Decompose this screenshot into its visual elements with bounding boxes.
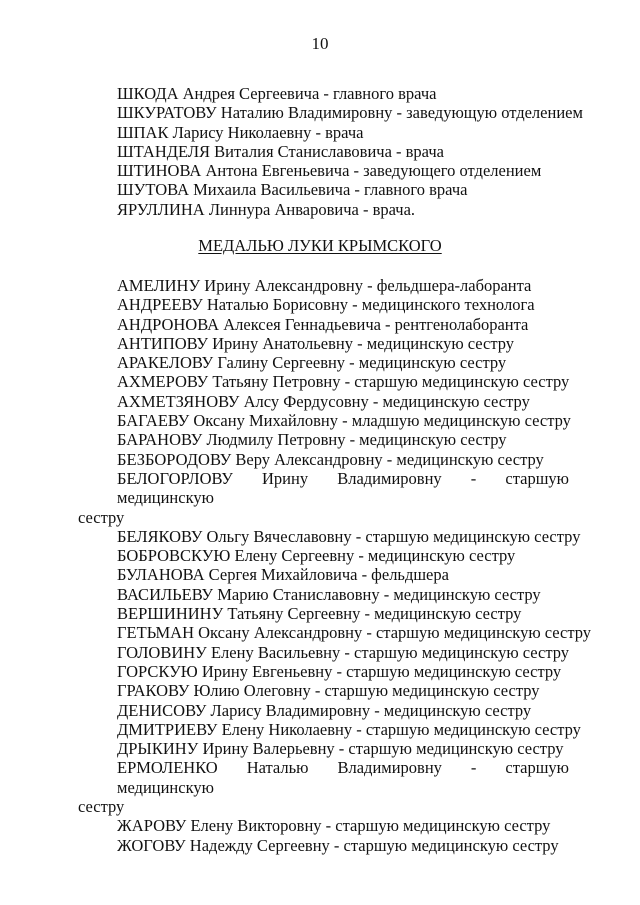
list-item: ЖАРОВУ Елену Викторовну - старшую медицинскую сестру: [117, 816, 551, 836]
list-item: АХМЕРОВУ Татьяну Петровну - старшую медицинскую сестру: [117, 372, 570, 392]
list-item: ЖОГОВУ Надежду Сергеевну - старшую медицинскую сестру: [117, 835, 559, 855]
list-item: ЕРМОЛЕНКО Наталью Владимировну - старшую медицинскую: [117, 758, 569, 797]
list-item: АНДРОНОВА Алексея Геннадьевича - рентгенолаборанта: [117, 314, 529, 334]
list-item: АНДРЕЕВУ Наталью Борисовну - медицинского технолога: [117, 295, 535, 315]
list-item: ГОЛОВИНУ Елену Васильевну - старшую медицинскую сестру: [117, 642, 570, 662]
list-item: БЕЗБОРОДОВУ Веру Александровну - медицинскую сестру: [117, 449, 544, 469]
list-item: ШКОДА Андрея Сергеевича - главного врача: [117, 84, 437, 103]
list-item: ДМИТРИЕВУ Елену Николаевну - старшую медицинскую сестру: [117, 719, 581, 739]
page-number: 10: [311, 34, 329, 53]
list-item: БЕЛЯКОВУ Ольгу Вячеславовну - старшую медицинскую сестру: [117, 526, 581, 546]
list-item: ГЕТЬМАН Оксану Александровну - старшую медицинскую сестру: [117, 623, 592, 643]
list-item: БЕЛОГОРЛОВУ Ирину Владимировну - старшую медицинскую: [117, 468, 569, 508]
list-item: ШПАК Ларису Николаевну - врача: [117, 122, 364, 142]
list-item: ШТИНОВА Антона Евгеньевича - заведующего отделением: [117, 161, 542, 181]
list-item: БАГАЕВУ Оксану Михайловну - младшую медицинскую сестру: [117, 411, 571, 431]
list-item: ШКУРАТОВУ Наталию Владимировну - заведующую отделением: [117, 103, 583, 123]
list-item: ГРАКОВУ Юлию Олеговну - старшую медицинскую сестру: [117, 681, 540, 701]
section-heading: МЕДАЛЬЮ ЛУКИ КРЫМСКОГО: [198, 236, 442, 255]
list-item: ШУТОВА Михаила Васильевича - главного врача: [117, 180, 468, 200]
luka-krymsky-medal-list: [0, 276, 640, 855]
list-item: АХМЕТЗЯНОВУ Алсу Фердусовну - медицинскую сестру: [117, 391, 530, 411]
list-item: АМЕЛИНУ Ирину Александровну - фельдшера-лаборанта: [117, 276, 532, 295]
list-item: ВАСИЛЬЕВУ Марию Станиславовну - медицинскую сестру: [117, 584, 541, 604]
list-item: АНТИПОВУ Ирину Анатольевну - медицинскую сестру: [117, 333, 515, 353]
award-list-continued: [0, 84, 640, 219]
list-item: ЯРУЛЛИНА Линнура Анваровича - врача.: [117, 199, 416, 219]
list-item: БОБРОВСКУЮ Елену Сергеевну - медицинскую сестру: [117, 546, 516, 566]
list-item: БАРАНОВУ Людмилу Петровну - медицинскую сестру: [117, 430, 507, 450]
list-item: ГОРСКУЮ Ирину Евгеньевну - старшую медицинскую сестру: [117, 661, 562, 681]
list-item-continuation: сестру: [78, 797, 125, 817]
list-item: ШТАНДЕЛЯ Виталия Станиславовича - врача: [117, 141, 444, 161]
list-item: ДЕНИСОВУ Ларису Владимировну - медицинскую сестру: [117, 700, 532, 720]
list-item: БУЛАНОВА Сергея Михайловича - фельдшера: [117, 565, 449, 585]
list-item: ВЕРШИНИНУ Татьяну Сергеевну - медицинскую сестру: [117, 604, 522, 624]
list-item: АРАКЕЛОВУ Галину Сергеевну - медицинскую сестру: [117, 353, 507, 373]
list-item-continuation: сестру: [78, 507, 125, 527]
list-item: ДРЫКИНУ Ирину Валерьевну - старшую медицинскую сестру: [117, 739, 564, 759]
